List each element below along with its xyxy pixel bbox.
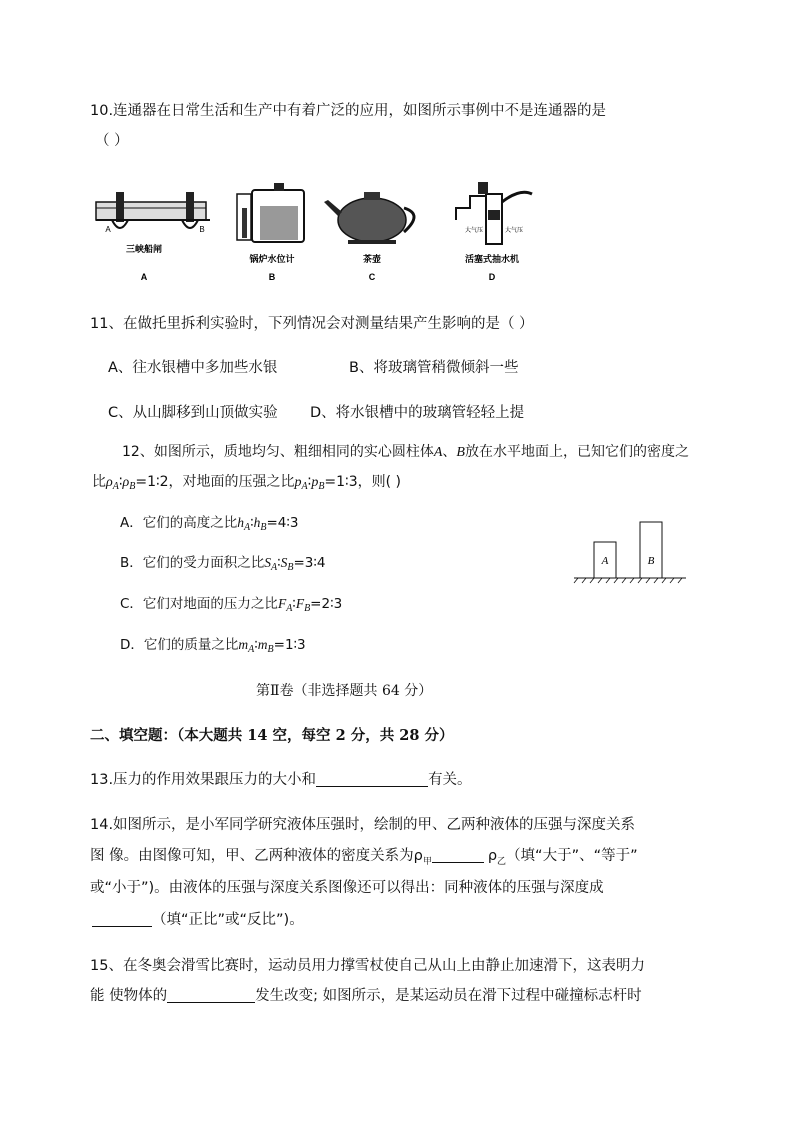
ship-lock-figure <box>96 192 210 282</box>
boiler-gauge-figure <box>237 183 304 282</box>
q10-answer-paren: （ ） <box>95 133 129 149</box>
lock-label-b: B <box>199 225 205 234</box>
q13-blank[interactable] <box>316 770 428 787</box>
q14-line2 <box>90 846 638 872</box>
q12-letter-b: B <box>456 445 465 460</box>
teapot-figure <box>324 192 414 282</box>
ratio-colon: ∶ <box>118 474 123 490</box>
ratio-colon: ∶ <box>277 555 281 571</box>
q12-sep: 、 <box>442 444 457 460</box>
figure-c-letter: C <box>368 272 376 282</box>
q14-text-post: （填“正比”或“反比”)。 <box>152 912 304 928</box>
cylinders-figure <box>572 518 688 584</box>
option-value: =3∶4 <box>293 555 326 571</box>
sub-a: A <box>112 481 119 492</box>
q12-option-d <box>120 635 306 660</box>
sub-b: B <box>318 481 325 492</box>
option-value: =4∶3 <box>266 515 299 531</box>
q12-stem-line1 <box>122 442 689 463</box>
density-ratio: =1∶2，对地面的压强之比 <box>135 474 295 490</box>
sub-yi: 乙 <box>497 856 507 867</box>
q13 <box>90 770 472 790</box>
option-text: B．它们的受力面积之比 <box>120 555 265 571</box>
q13-text-post: 有关。 <box>428 772 472 788</box>
q12-text-b: 放在水平地面上，已知它们的密度之 <box>464 444 689 460</box>
q11-option-a: A、往水银槽中多加些水银 <box>108 360 278 376</box>
atm-label-2: 大气压 <box>504 228 524 234</box>
h-symbol: h <box>237 515 244 530</box>
sub-a: A <box>248 644 255 655</box>
q15-blank[interactable] <box>167 986 255 1003</box>
q11-option-d: D、将水银槽中的玻璃管轻轻上提 <box>310 405 525 421</box>
q14-text-post: （填“大于”、“等于” <box>506 848 638 864</box>
q12-bi: 比 <box>92 474 106 490</box>
q14-line4 <box>92 910 304 930</box>
q10-stem: 10.连通器在日常生活和生产中有着广泛的应用，如图所示事例中不是连通器的是 <box>90 103 607 119</box>
figure-d-letter: D <box>488 272 496 282</box>
figure-b-letter: B <box>268 272 276 282</box>
sub-b: B <box>129 481 136 492</box>
pressure-ratio: =1∶3，则( ) <box>324 474 401 490</box>
figure-b-caption: 锅炉水位计 <box>249 254 295 264</box>
section-title: 第Ⅱ卷（非选择题共 64 分） <box>256 683 433 699</box>
q14-blank-2[interactable] <box>92 910 152 927</box>
atm-label-1: 大气压 <box>464 228 484 234</box>
q14-blank-1[interactable] <box>432 846 484 863</box>
q15-text: 能 使物体的 <box>90 988 168 1004</box>
figure-d-caption: 活塞式抽水机 <box>464 254 520 264</box>
ratio-colon: ∶ <box>307 474 312 490</box>
figure-a-letter: A <box>140 272 148 282</box>
q12-option-b <box>120 553 326 578</box>
q12-stem-line2 <box>92 472 401 497</box>
ground-hatching <box>574 578 682 583</box>
h-symbol: h <box>253 515 261 530</box>
q15-line1: 15、在冬奥会滑雪比赛时，运动员用力撑雪杖使自己从山上由静止加速滑下，这表明力 <box>90 958 645 974</box>
q12-option-c <box>120 594 342 619</box>
ratio-colon: ∶ <box>250 515 254 531</box>
option-text: D．它们的质量之比 <box>120 637 239 653</box>
f-symbol: F <box>277 596 287 611</box>
q14-text: 图 像。由图像可知，甲、乙两种液体的密度关系为ρ <box>90 848 423 864</box>
sub-a: A <box>286 603 293 614</box>
m-symbol: m <box>238 637 249 652</box>
q11-stem: 11、在做托里拆利实验时，下列情况会对测量结果产生影响的是（ ） <box>90 316 534 332</box>
sub-a: A <box>271 562 278 573</box>
option-text: A．它们的高度之比 <box>120 515 238 531</box>
sub-a: A <box>244 522 251 533</box>
sub-b: B <box>267 644 274 655</box>
f-symbol: F <box>295 596 305 611</box>
q15-text-post: 发生改变; 如图所示，是某运动员在滑下过程中碰撞标志杆时 <box>255 988 642 1004</box>
figure-c-caption: 茶壶 <box>362 254 382 264</box>
sub-b: B <box>304 603 311 614</box>
q12-option-a <box>120 513 299 538</box>
q10-figure <box>92 180 542 292</box>
cylinder-b-label: B <box>647 555 655 567</box>
q12-letter-a: A <box>433 445 443 460</box>
figure-a-caption: 三峡船闸 <box>125 244 163 254</box>
sub-b: B <box>287 562 294 573</box>
option-value: =2∶3 <box>310 596 343 612</box>
q14-line1: 14.如图所示，是小军同学研究液体压强时，绘制的甲、乙两种液体的压强与深度关系 <box>90 817 636 833</box>
s-symbol: S <box>264 555 272 570</box>
q11-option-c: C、从山脚移到山顶做实验 <box>108 405 278 421</box>
q12-text-a: 12、如图所示，质地均匀、粗细相同的实心圆柱体 <box>122 444 434 460</box>
m-symbol: m <box>257 637 268 652</box>
q11-option-b: B、将玻璃管稍微倾斜一些 <box>349 360 519 376</box>
p-symbol: p <box>311 475 319 490</box>
s-symbol: S <box>280 555 288 570</box>
option-text: C．它们对地面的压力之比 <box>120 596 278 612</box>
q15-line2 <box>90 986 642 1006</box>
cylinder-a-label: A <box>601 555 609 567</box>
cylinder-b <box>640 522 662 578</box>
rho-symbol: ρ <box>487 848 498 864</box>
piston-pump-figure <box>456 182 532 282</box>
q13-text: 13.压力的作用效果跟压力的大小和 <box>90 772 317 788</box>
sub-b: B <box>260 522 267 533</box>
ratio-colon: ∶ <box>254 637 258 653</box>
lock-label-a: A <box>105 225 111 234</box>
sub-a: A <box>301 481 308 492</box>
ratio-colon: ∶ <box>292 596 296 612</box>
section-heading: 二、填空题：（本大题共 14 空，每空 2 分，共 28 分） <box>90 727 454 744</box>
sub-jia: 甲 <box>422 856 432 867</box>
rho-symbol: ρ <box>106 475 113 490</box>
p-symbol: p <box>294 475 302 490</box>
q14-line3: 或“小于”)。由液体的压强与深度关系图像还可以得出：同种液体的压强与深度成 <box>90 880 604 896</box>
rho-symbol: ρ <box>122 475 130 490</box>
option-value: =1∶3 <box>273 637 306 653</box>
